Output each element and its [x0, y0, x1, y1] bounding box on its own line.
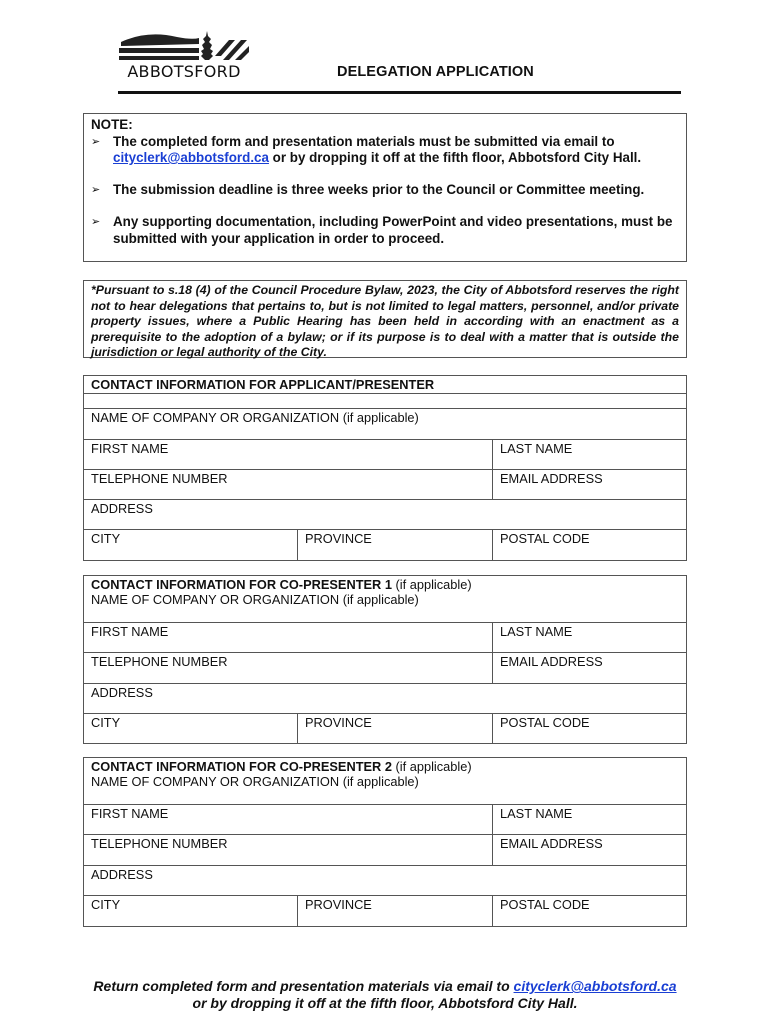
copresenter2-last-name-field[interactable]: LAST NAME — [493, 804, 687, 834]
copresenter2-telephone-field[interactable]: TELEPHONE NUMBER — [84, 834, 493, 865]
copresenter1-postal-code-field[interactable]: POSTAL CODE — [493, 713, 687, 743]
applicant-email-field[interactable]: EMAIL ADDRESS — [493, 470, 687, 500]
copresenter2-city-field[interactable]: CITY — [84, 895, 298, 926]
copresenter2-province-field[interactable]: PROVINCE — [298, 895, 493, 926]
applicant-company-field[interactable]: NAME OF COMPANY OR ORGANIZATION (if applicable) — [84, 409, 687, 440]
footer-line-2: or by dropping it off at the fifth floor, Abbotsford City Hall. — [192, 995, 578, 1011]
applicant-telephone-field[interactable]: TELEPHONE NUMBER — [84, 470, 493, 500]
if-applicable-note: (if applicable) — [391, 577, 472, 592]
spacer-row — [84, 394, 687, 409]
note-bullet-3-text: Any supporting documentation, including PowerPoint and video presentations, must be submitted with your application in order to proceed. — [113, 214, 673, 246]
applicant-first-name-field[interactable]: FIRST NAME — [84, 440, 493, 470]
applicant-province-field[interactable]: PROVINCE — [298, 530, 493, 561]
note-bullet-1-text: The completed form and presentation materials must be submitted via email to — [113, 133, 615, 149]
footer-instructions — [60, 978, 710, 1012]
note-bullet-1-text-end: or by dropping it off at the fifth floor, Abbotsford City Hall. — [268, 150, 642, 165]
title-divider — [118, 91, 681, 94]
copresenter1-province-field[interactable]: PROVINCE — [298, 713, 493, 743]
applicant-last-name-field[interactable]: LAST NAME — [493, 440, 687, 470]
note-bullet-1 — [91, 134, 679, 167]
applicant-contact-table — [83, 375, 687, 561]
note-bullet-2-text: The submission deadline is three weeks prior to the Council or Committee meeting. — [113, 181, 645, 197]
copresenter2-company-field[interactable]: NAME OF COMPANY OR ORGANIZATION (if applicable) — [84, 774, 687, 804]
copresenter2-contact-table — [83, 757, 687, 927]
copresenter1-last-name-field[interactable]: LAST NAME — [493, 622, 687, 652]
copresenter1-email-field[interactable]: EMAIL ADDRESS — [493, 652, 687, 683]
copresenter2-heading: CONTACT INFORMATION FOR CO-PRESENTER 2 — [91, 759, 392, 774]
page-title: DELEGATION APPLICATION — [337, 64, 534, 80]
copresenter1-telephone-field[interactable]: TELEPHONE NUMBER — [84, 652, 493, 683]
copresenter1-contact-table — [83, 575, 687, 744]
copresenter1-first-name-field[interactable]: FIRST NAME — [84, 622, 493, 652]
applicant-city-field[interactable]: CITY — [84, 530, 298, 561]
copresenter2-email-field[interactable]: EMAIL ADDRESS — [493, 834, 687, 865]
note-bullet-2 — [91, 182, 679, 199]
bylaw-notice: *Pursuant to s.18 (4) of the Council Procedure Bylaw, 2023, the City of Abbotsford reserves the right not to hear delegations that pertains to, but is not limited to legal matters, personnel, and/or private property issues, where a Public Hearing has been held in according with an enactment as a prerequisite to the adoption of a bylaw; or if its purpose is to deal with a matter that is outside the jurisdiction or legal authority of the City. — [83, 280, 687, 358]
if-applicable-note: (if applicable) — [391, 759, 472, 774]
note-box — [83, 113, 687, 262]
copresenter1-company-field[interactable]: NAME OF COMPANY OR ORGANIZATION (if applicable) — [84, 592, 687, 622]
applicant-address-field[interactable]: ADDRESS — [84, 500, 687, 530]
copresenter2-address-field[interactable]: ADDRESS — [84, 865, 687, 895]
copresenter1-city-field[interactable]: CITY — [84, 713, 298, 743]
footer-email-link[interactable]: cityclerk@abbotsford.ca — [513, 978, 677, 994]
copresenter1-address-field[interactable]: ADDRESS — [84, 683, 687, 713]
copresenter1-heading: CONTACT INFORMATION FOR CO-PRESENTER 1 — [91, 577, 392, 592]
applicant-postal-code-field[interactable]: POSTAL CODE — [493, 530, 687, 561]
arrow-bullet-icon: ➢ — [91, 134, 101, 148]
footer-line-1: Return completed form and presentation materials via email to — [93, 978, 514, 994]
arrow-bullet-icon: ➢ — [91, 182, 101, 196]
arrow-bullet-icon: ➢ — [91, 215, 101, 228]
email-link[interactable]: cityclerk@abbotsford.ca — [113, 150, 269, 165]
note-bullet-3 — [91, 214, 679, 247]
logo-wordmark: ABBOTSFORD — [127, 62, 241, 81]
applicant-heading: CONTACT INFORMATION FOR APPLICANT/PRESENTER — [84, 376, 687, 394]
copresenter2-postal-code-field[interactable]: POSTAL CODE — [493, 895, 687, 926]
note-heading: NOTE: — [91, 117, 133, 132]
copresenter2-first-name-field[interactable]: FIRST NAME — [84, 804, 493, 834]
